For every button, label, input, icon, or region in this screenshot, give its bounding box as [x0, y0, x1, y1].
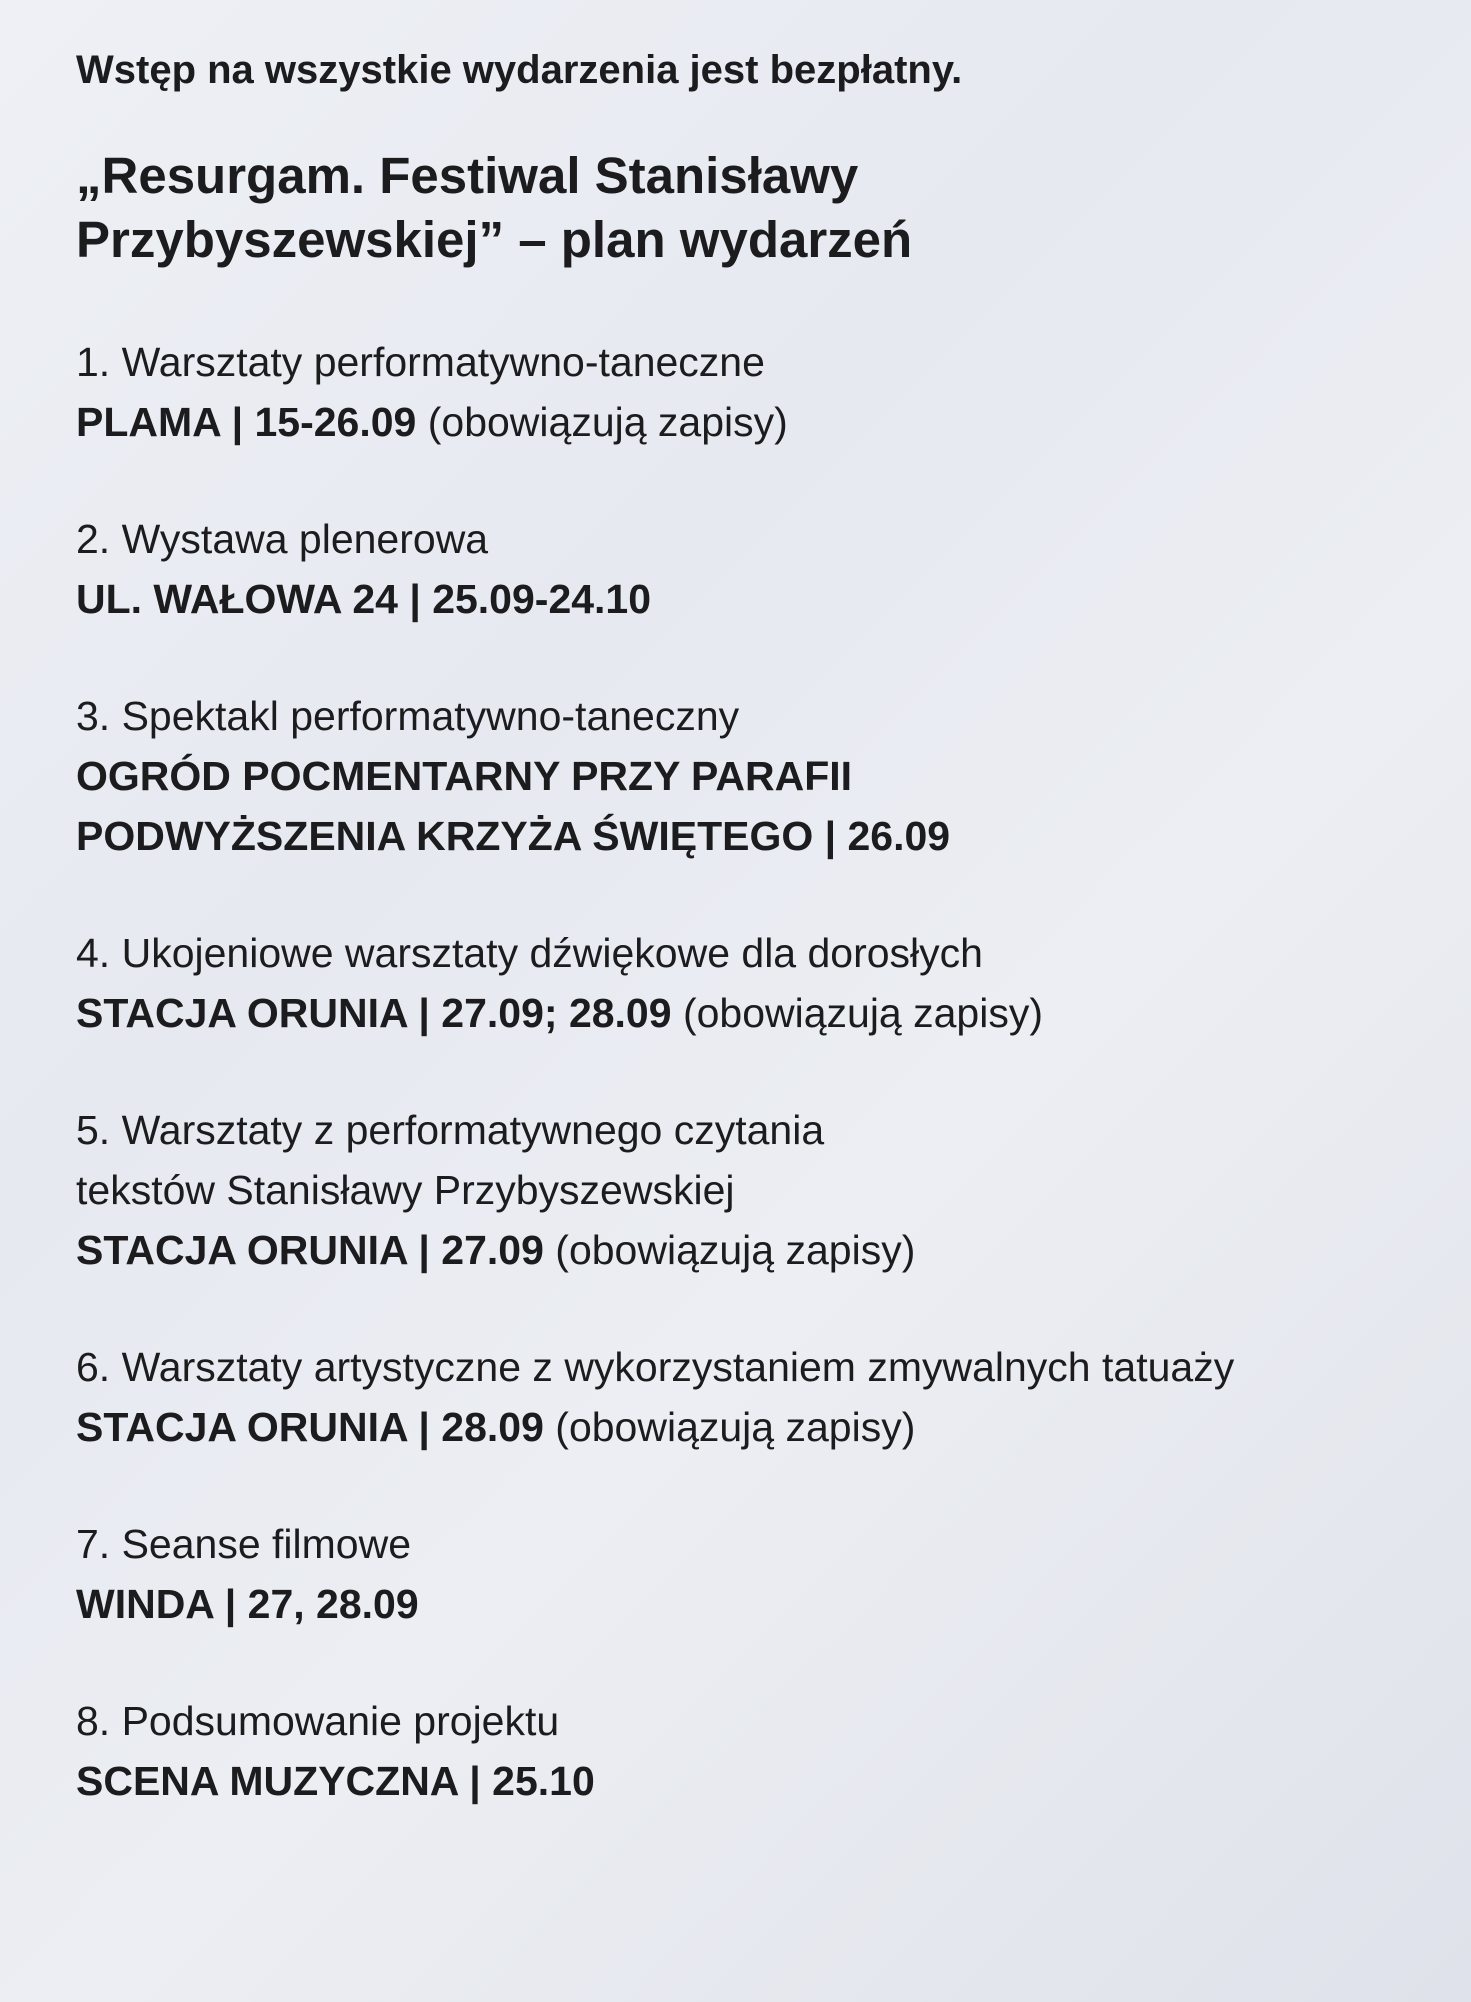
event-note: (obowiązują zapisy) — [671, 990, 1043, 1036]
event-place-date: STACJA ORUNIA | 27.09; 28.09 — [76, 990, 672, 1036]
event-item — [76, 1514, 1446, 1634]
event-place-date: SCENA MUZYCZNA | 25.10 — [76, 1758, 595, 1804]
event-note: (obowiązują zapisy) — [543, 1404, 916, 1450]
event-name: 1. Warsztaty performatywno-taneczne — [76, 339, 765, 385]
free-entry-notice: Wstęp na wszystkie wydarzenia jest bezpłatny. — [76, 48, 963, 92]
event-place-date: STACJA ORUNIA | 28.09 — [76, 1404, 544, 1450]
event-name: 6. Warsztaty artystyczne z wykorzystaniem zmywalnych tatuaży — [76, 1344, 1235, 1390]
event-item — [76, 686, 1446, 866]
event-name: 2. Wystawa plenerowa — [76, 516, 489, 562]
event-item — [76, 1337, 1446, 1457]
event-item — [76, 923, 1446, 1043]
event-detail — [76, 1397, 1446, 1457]
event-place-date: PLAMA | 15-26.09 — [76, 399, 417, 445]
event-detail — [76, 1574, 1446, 1634]
event-name: 4. Ukojeniowe warsztaty dźwiękowe dla dorosłych — [76, 930, 983, 976]
document-content — [76, 42, 1446, 1868]
event-note: (obowiązują zapisy) — [543, 1227, 916, 1273]
event-detail — [76, 569, 1446, 629]
event-detail — [76, 392, 1446, 452]
event-place-date: OGRÓD POCMENTARNY PRZY PARAFII PODWYŻSZENIA KRZYŻA ŚWIĘTEGO | 26.09 — [76, 753, 951, 859]
event-note: (obowiązują zapisy) — [416, 399, 788, 445]
event-name: 3. Spektakl performatywno-taneczny — [76, 693, 740, 739]
event-detail — [76, 1220, 1446, 1280]
event-item — [76, 1691, 1446, 1811]
event-detail — [76, 1751, 1446, 1811]
event-item — [76, 1100, 1446, 1280]
event-place-date: UL. WAŁOWA 24 | 25.09-24.10 — [76, 576, 652, 622]
event-name: 7. Seanse filmowe — [76, 1521, 412, 1567]
document-title: „Resurgam. Festiwal Stanisławy Przybyszewskiej” – plan wydarzeń — [76, 147, 913, 268]
event-detail — [76, 983, 1446, 1043]
event-item — [76, 509, 1446, 629]
event-place-date: WINDA | 27, 28.09 — [76, 1581, 419, 1627]
event-name: 5. Warsztaty z performatywnego czytania tekstów Stanisławy Przybyszewskiej — [76, 1107, 825, 1213]
event-detail — [76, 746, 1446, 866]
event-item — [76, 332, 1446, 452]
event-name: 8. Podsumowanie projektu — [76, 1698, 560, 1744]
event-place-date: STACJA ORUNIA | 27.09 — [76, 1227, 544, 1273]
